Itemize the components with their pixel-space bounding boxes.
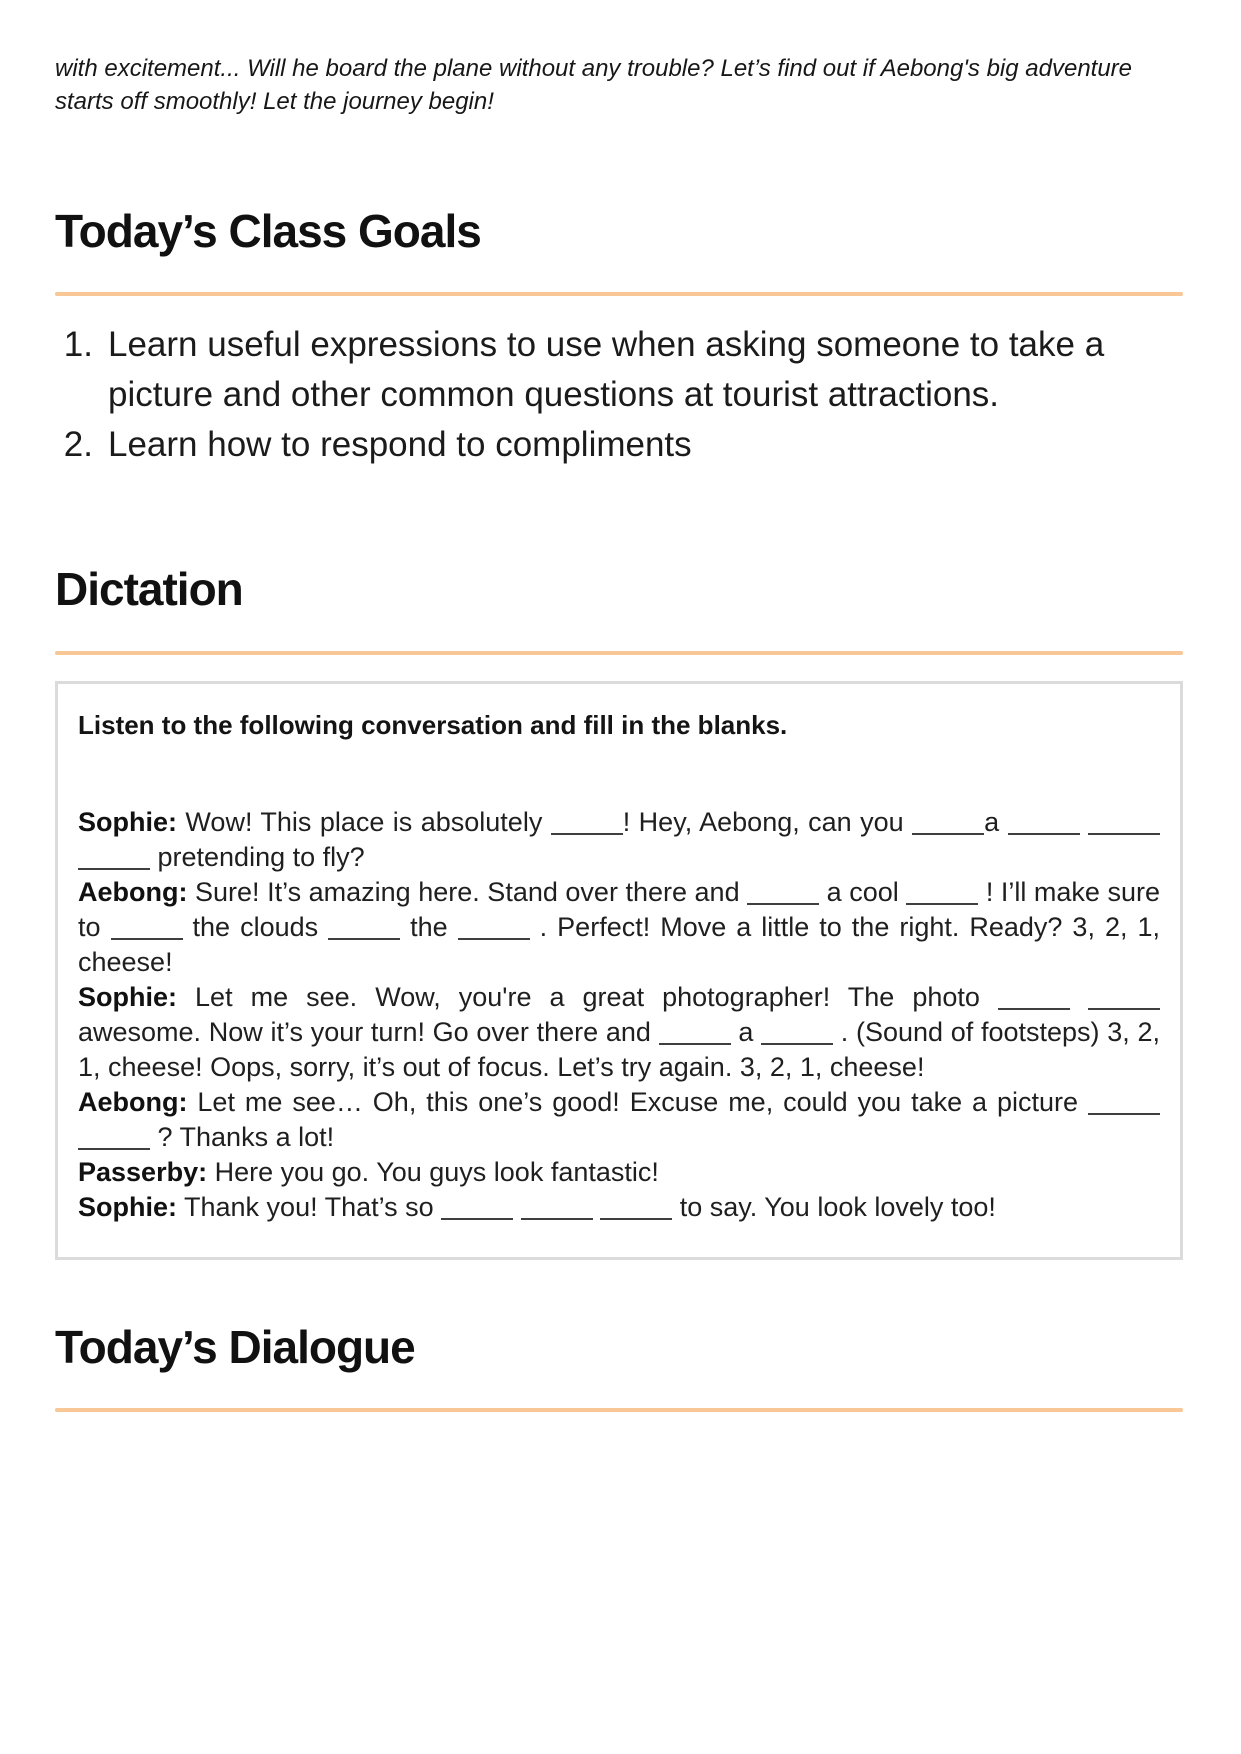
fill-in-blank xyxy=(78,1148,150,1150)
goal-item xyxy=(55,420,1183,470)
fill-in-blank xyxy=(600,1218,672,1220)
dialogue-text: Let me see… Oh, this one’s good! Excuse me, could you take a picture ? Thanks a lot! xyxy=(78,1087,1160,1152)
dialogue-text: Let me see. Wow, you're a great photographer! The photo awesome. Now it’s your turn! Go over there and a . (Sound of footsteps) 3, 2, 1, cheese! Oops, sorry, it’s out of focus. Let’s try again. 3, 2, 1, cheese! xyxy=(78,981,1161,1082)
dictation-instruction: Listen to the following conversation and fill in the blanks. xyxy=(78,709,788,740)
fill-in-blank xyxy=(1008,833,1080,835)
class-goals-list xyxy=(55,320,1183,470)
dialogue-text: Thank you! That’s so to say. You look lovely too! xyxy=(177,1191,996,1222)
dialogue-text: Wow! This place is absolutely ! Hey, Aebong, can you a pretending to fly? xyxy=(78,807,1160,872)
fill-in-blank xyxy=(1088,833,1160,835)
fill-in-blank xyxy=(1088,1008,1160,1010)
speaker-name: Sophie: xyxy=(78,981,177,1012)
fill-in-blank xyxy=(659,1043,731,1045)
section-title-dictation: Dictation xyxy=(55,563,243,616)
goal-item xyxy=(55,320,1183,420)
dialogue-line xyxy=(78,805,1160,875)
goal-text: Learn useful expressions to use when asking someone to take a picture and other common questions at tourist attractions. xyxy=(108,325,1105,415)
dialogue-line xyxy=(78,875,1160,980)
intro-narration: with excitement... Will he board the plane without any trouble? Let’s find out if Aebong's big adventure starts off smoothly! Let the journey begin! xyxy=(55,55,1133,115)
fill-in-blank xyxy=(328,938,400,940)
fill-in-blank xyxy=(111,938,183,940)
fill-in-blank xyxy=(998,1008,1070,1010)
section-title-class-goals: Today’s Class Goals xyxy=(55,205,481,257)
dialogue-line xyxy=(78,1085,1160,1155)
speaker-name: Sophie: xyxy=(78,806,177,837)
fill-in-blank xyxy=(747,903,819,905)
section-divider xyxy=(55,292,1183,296)
goal-text: Learn how to respond to compliments xyxy=(108,425,692,465)
dialogue-text: Here you go. You guys look fantastic! xyxy=(207,1156,659,1187)
section-divider xyxy=(55,1408,1183,1412)
fill-in-blank xyxy=(912,833,984,835)
speaker-name: Passerby: xyxy=(78,1156,208,1187)
fill-in-blank xyxy=(441,1218,513,1220)
section-title-todays-dialogue: Today’s Dialogue xyxy=(55,1320,415,1373)
dialogue-line xyxy=(78,980,1160,1085)
dialogue-line xyxy=(78,1190,1160,1225)
dictation-box xyxy=(55,681,1183,1260)
fill-in-blank xyxy=(906,903,978,905)
fill-in-blank xyxy=(1088,1113,1160,1115)
speaker-name: Sophie: xyxy=(78,1191,177,1222)
fill-in-blank xyxy=(761,1043,833,1045)
dialogue-line xyxy=(78,1155,1160,1190)
goal-number: 1. xyxy=(63,325,93,365)
fill-in-blank xyxy=(78,868,150,870)
speaker-name: Aebong: xyxy=(78,876,188,907)
fill-in-blank xyxy=(551,833,623,835)
speaker-name: Aebong: xyxy=(78,1086,188,1117)
fill-in-blank xyxy=(521,1218,593,1220)
section-divider xyxy=(55,651,1183,655)
fill-in-blank xyxy=(458,938,530,940)
dialogue-text: Sure! It’s amazing here. Stand over there and a cool ! I’ll make sure to the clouds the . Perfect! Move a little to the right. Ready? 3, 2, 1, cheese! xyxy=(78,876,1161,977)
goal-number: 2. xyxy=(63,425,93,465)
dictation-dialogue xyxy=(78,805,1160,1225)
